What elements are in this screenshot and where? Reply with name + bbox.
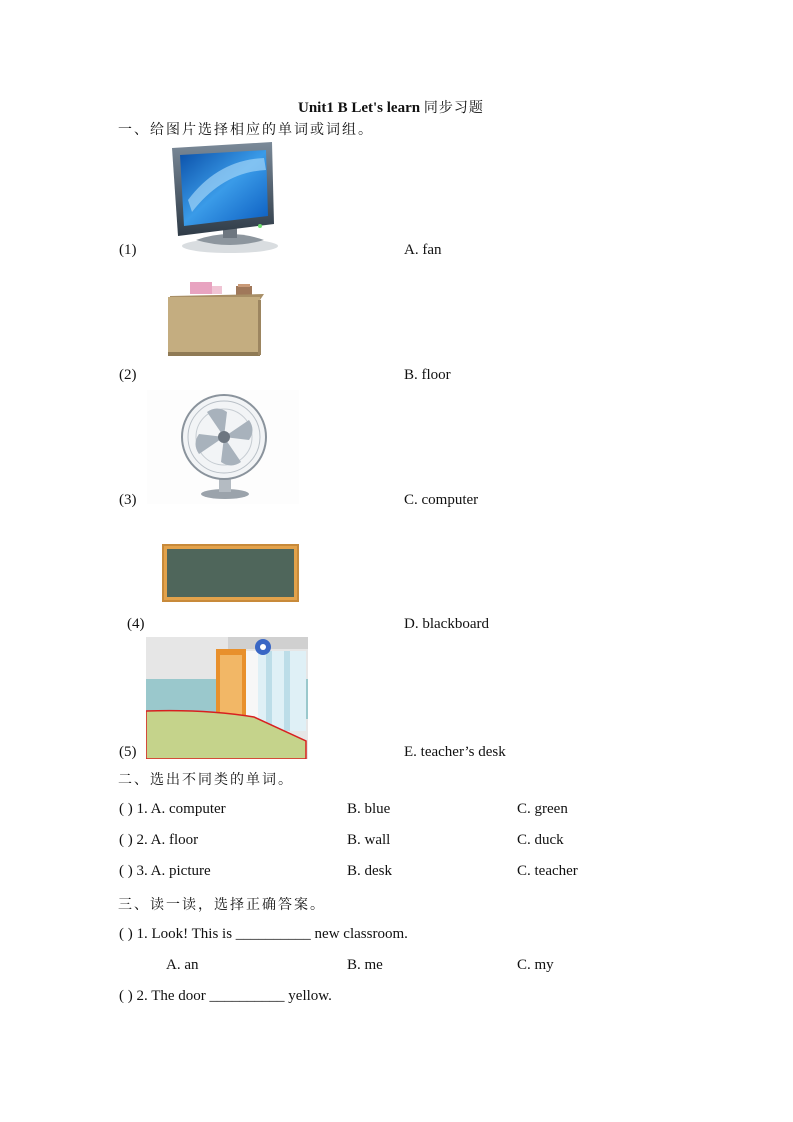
option-a: A. fan [404, 242, 442, 258]
option-c: C. computer [404, 492, 479, 508]
s2-q1: ( ) 1. A. computer [119, 801, 226, 817]
option-d: D. blackboard [404, 616, 489, 632]
item2-number: (2) [119, 367, 137, 383]
s2-q3-b: B. desk [347, 863, 392, 879]
teachers-desk-picture [166, 280, 268, 358]
fan-picture [147, 390, 299, 504]
item4-number: (4) [127, 616, 145, 632]
s3-q1: ( ) 1. Look! This is __________ new classroom. [119, 926, 408, 942]
s3-q1-c: C. my [517, 957, 554, 973]
s3-q1-b: B. me [347, 957, 383, 973]
s2-q3-c: C. teacher [517, 863, 578, 879]
section1-heading: 一、给图片选择相应的单词或词组。 [118, 122, 374, 138]
title-cn: 同步习题 [423, 100, 484, 116]
classroom-floor-picture [146, 637, 308, 759]
s2-q2-c: C. duck [517, 832, 564, 848]
section2-heading: 二、选出不同类的单词。 [118, 772, 294, 788]
item5-number: (5) [119, 744, 137, 760]
section3-heading: 三、读一读，选择正确答案。 [118, 897, 326, 913]
s2-q2: ( ) 2. A. floor [119, 832, 199, 848]
item3-number: (3) [119, 492, 137, 508]
page-title [298, 97, 484, 117]
s3-q1-a: A. an [166, 957, 199, 973]
option-e: E. teacher’s desk [404, 744, 506, 760]
s2-q2-b: B. wall [347, 832, 391, 848]
blackboard-picture [162, 544, 300, 604]
computer-monitor-picture [168, 140, 283, 255]
option-b: B. floor [404, 367, 451, 383]
s3-q2: ( ) 2. The door __________ yellow. [119, 988, 332, 1004]
s2-q1-c: C. green [517, 801, 568, 817]
title-en: Unit1 B Let's learn [298, 100, 421, 116]
s2-q1-b: B. blue [347, 801, 391, 817]
s2-q3: ( ) 3. A. picture [119, 863, 211, 879]
item1-number: (1) [119, 242, 137, 258]
